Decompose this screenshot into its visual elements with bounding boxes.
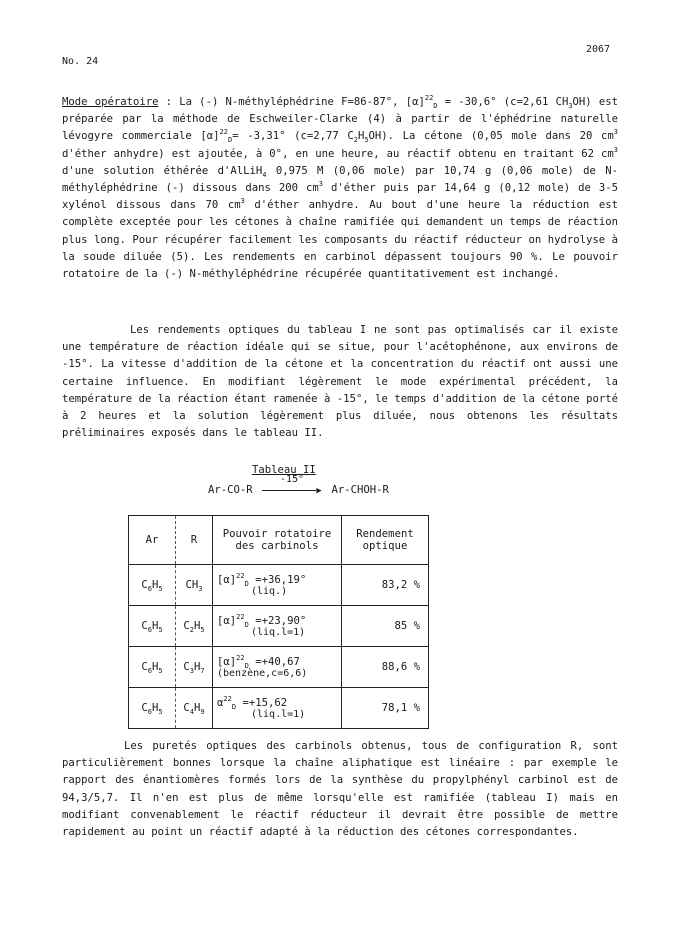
cell-ar: $C_6H_5$: [129, 688, 176, 729]
cell-r: $C_2H_5$: [176, 606, 213, 647]
cell-optical-yield: 88,6 %: [342, 647, 429, 688]
procedure-heading: Mode opératoire: [62, 96, 159, 108]
cell-rotatory-power: $[\alpha]^{22}_D =+23,90^\circ$ (liq.l=1): [213, 606, 342, 647]
cell-ar: $C_6H_5$: [129, 565, 176, 606]
header-optical-yield: Rendement optique: [342, 516, 429, 565]
reaction-condition: -15°: [280, 474, 305, 485]
measurement-conditions: (liq.l=1): [251, 626, 306, 638]
cell-rotatory-power: $[\alpha]^{22}_D =+40,67$ (benzène,c=6,6): [213, 647, 342, 688]
cell-r: $C_4H_9$: [176, 688, 213, 729]
header-ar: Ar: [129, 516, 176, 565]
cell-optical-yield: 85 %: [342, 606, 429, 647]
measurement-conditions: (liq.): [251, 585, 288, 597]
cell-optical-yield: 78,1 %: [342, 688, 429, 729]
reactant: Ar-CO-R: [208, 484, 253, 496]
optical-yields-paragraph: Les rendements optiques du tableau I ne sont pas optimalisés car il existe une température de réaction idéale qui se situe, pour l'acétophénone, aux environs de -15°. La vitesse d'addition de la cétone et la concentration du réactif ont aussi une certaine influence. En modifiant légèrement le mode expérimental précédent, la température de la réaction étant ramenée à -15°, le temps d'addition de la cétone porté à 2 heures et la solution légèrement plus diluée, nous obtenons les résultats préliminaires exposés dans le tableau II.: [62, 324, 618, 440]
header-r: R: [176, 516, 213, 565]
cell-r: $CH_3$: [176, 565, 213, 606]
table-caption: Tableau II: [252, 464, 316, 476]
issue-number: No. 24: [62, 56, 99, 67]
reaction-scheme: [208, 474, 389, 496]
cell-ar: $C_6H_5$: [129, 606, 176, 647]
header-rotatory-power: Pouvoir rotatoire des carbinols: [213, 516, 342, 565]
arrow-shaft: [262, 490, 316, 491]
table-row: [129, 565, 429, 606]
cell-r: $C_3H_7$: [176, 647, 213, 688]
optical-purity-paragraph: Les puretés optiques des carbinols obtenus, tous de configuration R, sont particulièrement bonnes lorsque la chaîne aliphatique est linéaire : par exemple le rapport des énantiomères formés lors de la synthèse du propylphényl carbinol est de 94,3/5,7. Il n'en est plus de même lorsqu'elle est ramifiée (tableau I) mais en modifiant convenablement le réactif réducteur il devrait être possible de mettre rapidement au point un réactif adapté à la réduction des cétones correspondantes.: [62, 740, 618, 839]
measurement-conditions: (liq.l=1): [251, 708, 306, 720]
measurement-conditions: (benzène,c=6,6): [217, 667, 308, 679]
cell-ar: $C_6H_5$: [129, 647, 176, 688]
reaction-arrow: [261, 474, 323, 496]
table-row: [129, 688, 429, 729]
product: Ar-CHOH-R: [331, 484, 389, 496]
table-header-row: [129, 516, 429, 565]
cell-optical-yield: 83,2 %: [342, 565, 429, 606]
procedure-paragraph: Mode opératoire : La (-) N-méthyléphédrine F=86-87°, $[\alpha]^{22}_D = -30,6^\circ$ (c=2,61 $CH_3OH$) est préparée par la méthode de Eschweiler-Clarke (4) à partir de l'éphédrine naturelle lévogyre commerciale $[\alpha]^{22}_D= -3,31^\circ$ (c=2,77 $C_2H_5OH$). La cétone (0,05 mole dans 20 $cm^3$ d'éther anhydre) est ajoutée, à 0°, en une heure, au réactif obtenu en traitant 62 $cm^3$ d'une solution éthérée d'AlLiH$_4$ 0,975 M (0,06 mole) par 10,74 g (0,06 mole) de N-méthyléphédrine (-) dissous dans 200 $cm^3$ d'éther puis par 14,64 g (0,12 mole) de 3-5 xylénol dissous dans 70 $cm^3$ d'éther anhydre. Au bout d'une heure la réduction est complète exceptée pour les cétones à chaîne ramifiée qui demandent un temps de réaction plus long. Pour récupérer facilement les composants du réactif réducteur on hydrolyse à la soude diluée (5). Les rendements en carbinol dépassent toujours 90 %. Le pouvoir rotatoire de la (-) N-méthyléphédrine récupérée quantitativement est inchangé.: [62, 94, 619, 281]
table-row: [129, 647, 429, 688]
results-table: [128, 515, 429, 729]
arrow-head-icon: ▶: [316, 486, 322, 496]
table-row: [129, 606, 429, 647]
cell-rotatory-power: $\alpha^{22}_D =+15,62$ (liq.l=1): [213, 688, 342, 729]
cell-rotatory-power: $[\alpha]^{22}_D =+36,19^\circ$ (liq.): [213, 565, 342, 606]
page-number: 2067: [586, 44, 611, 55]
